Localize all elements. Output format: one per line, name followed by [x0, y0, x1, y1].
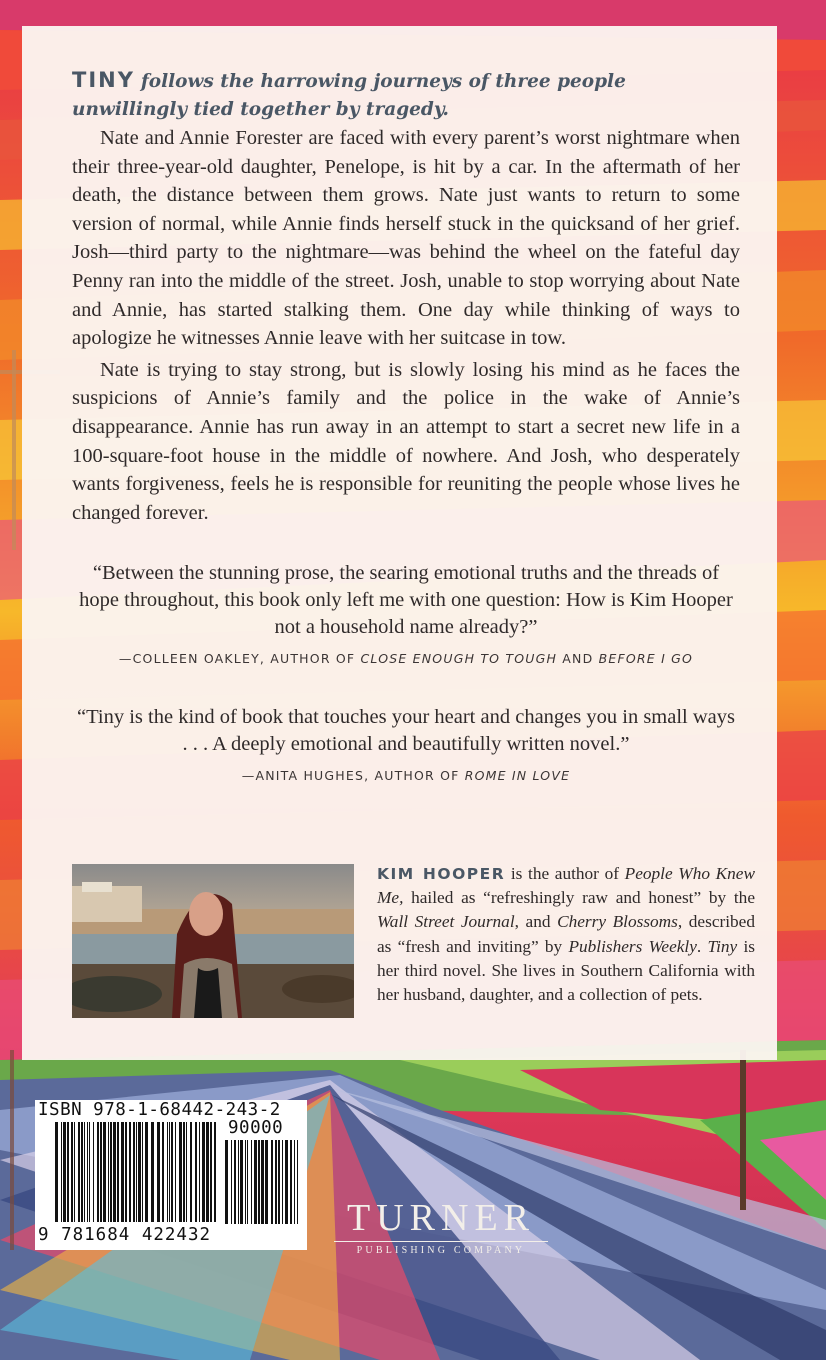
barcode-bar — [108, 1122, 109, 1222]
barcode-bar — [265, 1140, 268, 1224]
barcode-bar — [175, 1122, 176, 1222]
blurb-2: “Tiny is the kind of book that touches your heart and changes you in small ways . . . A deeply emotional and beautifully written novel.” — [77, 706, 735, 756]
barcode-bar — [214, 1122, 216, 1222]
barcode-bar — [183, 1122, 185, 1222]
barcode-bar — [100, 1122, 102, 1222]
barcode-bar — [133, 1122, 135, 1222]
barcode-bar — [167, 1122, 168, 1222]
author-section — [72, 862, 756, 1022]
blurb-1-and: AND — [562, 651, 594, 667]
barcode-bars-addon — [225, 1140, 301, 1228]
barcode-bar — [261, 1140, 264, 1224]
barcode-bar — [171, 1122, 173, 1222]
blurb-1-attribution — [72, 651, 740, 666]
barcode-bar — [202, 1122, 205, 1222]
barcode-bar — [71, 1122, 73, 1222]
barcode-bar — [74, 1122, 75, 1222]
synopsis — [72, 124, 740, 527]
barcode — [35, 1100, 307, 1250]
barcode-bar — [93, 1122, 94, 1222]
barcode-bar — [271, 1140, 273, 1224]
barcode-bar — [231, 1140, 232, 1224]
barcode-bar — [258, 1140, 260, 1224]
publisher-name: TURNER — [347, 1197, 535, 1239]
author-bio — [377, 862, 755, 1007]
bio-publication-1: Wall Street Journal — [377, 912, 515, 932]
synopsis-paragraph-2: Nate is trying to stay strong, but is slowly losing his mind as he faces the suspicions of Annie’s family and the police in the wake of Annie’s disappearance. Annie has run away in an attempt to start a secret new life in a 100-square-foot house in the middle of nowhere. And Josh, who desperately wants forgiveness, feels he is responsible for reuniting the people whose lives he changed forever. — [72, 358, 740, 524]
barcode-bar — [110, 1122, 112, 1222]
bio-text-3: , and — [514, 912, 551, 932]
barcode-bar — [67, 1122, 69, 1222]
blurb-1-author: —COLLEEN OAKLEY, AUTHOR OF — [118, 651, 356, 667]
barcode-bar — [285, 1140, 288, 1224]
barcode-bar — [247, 1140, 248, 1224]
barcode-bar — [103, 1122, 106, 1222]
barcode-bar — [225, 1140, 228, 1224]
isbn-number: ISBN 978-1-68442-243-2 — [38, 1100, 281, 1120]
bio-text-1: is the author of — [510, 864, 619, 883]
blurb-2-attribution — [72, 768, 740, 783]
barcode-bar — [297, 1140, 298, 1224]
blurb-2-book: ROME IN LOVE — [464, 768, 571, 784]
bio-text-6: is her third novel. She lives in Southern California with her husband, daughter, and a collection of pets. — [377, 936, 755, 1005]
barcode-bar — [190, 1122, 192, 1222]
book-title: TINY — [72, 68, 135, 92]
barcode-bar — [210, 1122, 212, 1222]
barcode-bar — [238, 1140, 239, 1224]
barcode-bar — [87, 1122, 88, 1222]
barcode-bar — [129, 1122, 131, 1222]
barcode-bar — [151, 1122, 154, 1222]
barcode-bar — [290, 1140, 292, 1224]
synopsis-paragraph-1: Nate and Annie Forester are faced with every parent’s worst nightmare when their three-year-old daughter, Penelope, is hit by a car. In the aftermath of her death, the distance between them grows. Nate just wants to return to some version of normal, while Annie finds herself stuck in the quicksand of her grief. Josh—third party to the nightmare—was behind the wheel on the fateful day Penny ran into the middle of the street. Josh, unable to stop worrying about Nate and Annie, has started stalking them. One day while thinking of ways to apologize he witnesses Annie leave with her suitcase in tow. — [72, 127, 740, 350]
blurb-1-book-1: CLOSE ENOUGH TO TOUGH — [360, 651, 558, 667]
text-panel — [22, 26, 777, 1060]
publisher-logo — [330, 1198, 552, 1256]
barcode-bar — [113, 1122, 116, 1222]
author-name: KIM HOOPER — [377, 865, 506, 883]
tagline: follows the harrowing journeys of three people unwillingly tied together by tragedy. — [72, 71, 626, 120]
barcode-bars-main — [55, 1122, 220, 1228]
bio-book-3: Tiny — [707, 936, 738, 956]
barcode-bar — [199, 1122, 200, 1222]
barcode-bar — [179, 1122, 182, 1222]
bio-text-5: . — [696, 936, 702, 956]
barcode-bar — [138, 1122, 141, 1222]
barcode-bar — [97, 1122, 99, 1222]
barcode-bar — [78, 1122, 80, 1222]
barcode-bar — [142, 1122, 143, 1222]
barcode-bar — [89, 1122, 90, 1222]
barcode-bar — [186, 1122, 187, 1222]
bio-book-2: Cherry Blossoms — [557, 912, 678, 932]
publisher-rule — [334, 1241, 548, 1242]
barcode-bar — [117, 1122, 119, 1222]
barcode-bar — [206, 1122, 209, 1222]
barcode-bar — [81, 1122, 83, 1222]
bio-text-2: hailed as “refreshingly raw and honest” by the — [411, 888, 755, 908]
barcode-bar — [84, 1122, 85, 1222]
blurb-1-book-2: BEFORE I GO — [598, 651, 694, 667]
barcode-bar — [234, 1140, 236, 1224]
barcode-bar — [63, 1122, 66, 1222]
barcode-bar — [157, 1122, 160, 1222]
price-code: 90000 — [228, 1118, 284, 1138]
barcode-bar — [254, 1140, 257, 1224]
blurb-2-author: —ANITA HUGHES, AUTHOR OF — [241, 768, 460, 784]
barcode-bar — [294, 1140, 295, 1224]
barcode-bar — [169, 1122, 170, 1222]
bio-publication-2: Publishers Weekly — [568, 936, 697, 956]
barcode-bar — [61, 1122, 62, 1222]
author-photo — [72, 864, 354, 1018]
barcode-bar — [282, 1140, 283, 1224]
barcode-bar — [251, 1140, 252, 1224]
barcode-bar — [278, 1140, 280, 1224]
bio-book-1: People Who Knew Me, — [377, 864, 756, 908]
barcode-bar — [240, 1140, 243, 1224]
barcode-bar — [275, 1140, 277, 1224]
barcode-bar — [136, 1122, 137, 1222]
blurb-1: “Between the stunning prose, the searing emotional truths and the threads of hope throughout, this book only left me with one question: How is Kim Hooper not a household name already?” — [79, 562, 733, 639]
barcode-bar — [121, 1122, 124, 1222]
barcode-bar — [145, 1122, 148, 1222]
lead-line — [72, 66, 740, 124]
ean-number: 9 781684 422432 — [38, 1225, 212, 1245]
barcode-bar — [245, 1140, 246, 1224]
barcode-bar — [162, 1122, 164, 1222]
publisher-subtitle: PUBLISHING COMPANY — [356, 1245, 526, 1256]
barcode-bar — [125, 1122, 127, 1222]
bio-text-4: , described as “fresh and inviting” by — [377, 912, 755, 956]
barcode-bar — [195, 1122, 197, 1222]
barcode-bar — [55, 1122, 58, 1222]
